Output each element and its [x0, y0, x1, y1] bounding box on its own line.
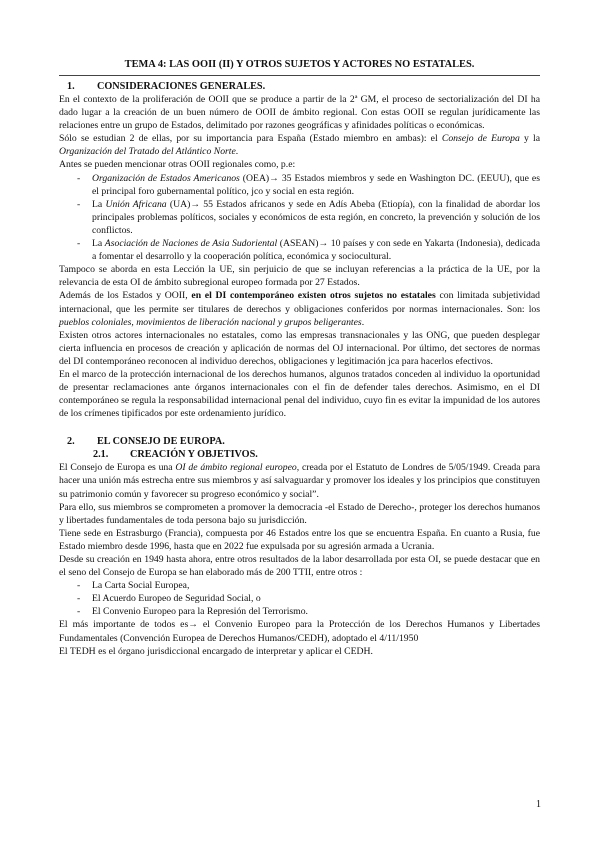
- s1-paragraph-6: Existen otros actores internacionales no estatales, como las empresas transnacionales y las ONG, que pueden desplegar cierta influencia en procesos de creación y aplicación de normas del OJ internacional. Por último, det sectores de normas del DI contemporáneo reconocen al individuo derechos, obligaciones y legitimación jca para hacerlos efectivos.: [59, 329, 540, 367]
- s1-paragraph-5: Además de los Estados y OOII, en el DI contemporáneo existen otros sujetos no estatales con limitada subjetividad internacional, que les permite ser titulares de derechos y obligaciones conferidos por normas internacionales. Son: los pueblos coloniales, movimientos de liberación nacional y grupos beligerantes.: [59, 290, 540, 328]
- list-item: - El Convenio Europeo para la Represión del Terrorismo.: [77, 606, 308, 618]
- s1-paragraph-2: Sólo se estudian 2 de ellas, por su importancia para España (Estado miembro en ambas): el Consejo de Europa y la Organización del Tratado del Atlántico Norte.: [59, 133, 540, 158]
- s2-paragraph-1: El Consejo de Europa es una OI de ámbito regional europeo, creada por el Estatuto de Londres de 5/05/1949. Creada para hacer una unión más estrecha entre sus miembros y así salvaguardar y promover los ideales y los principios que constituyen su patrimonio común y favorecer su progreso económico y social”.: [59, 462, 540, 500]
- s2-paragraph-3: Tiene sede en Estrasburgo (Francia), compuesta por 46 Estados entre los que se encuentra España. En cuanto a Rusia, fue Estado miembro desde 1996, hasta que en 2022 fue expulsada por su agresión armada a Ucrania.: [59, 527, 540, 552]
- consejo-europa-term: Consejo de Europa: [441, 133, 520, 145]
- key-statement: en el DI contemporáneo existen otros sujetos no estatales: [191, 290, 436, 302]
- section-2-number: 2.: [67, 436, 75, 448]
- subsection-2-1-heading: [59, 448, 540, 461]
- document-page: [59, 58, 540, 658]
- s2-paragraph-6: El TEDH es el órgano jurisdiccional encargado de interpretar y aplicar el CEDH.: [59, 645, 373, 657]
- section-2-title: EL CONSEJO DE EUROPA.: [97, 436, 225, 448]
- document-title: TEMA 4: LAS OOII (II) Y OTROS SUJETOS Y ACTORES NO ESTATALES.: [124, 59, 475, 70]
- section-1-heading: [59, 80, 540, 93]
- list-item: - La Unión Africana (UA)→ 55 Estados africanos y sede en Adís Abeba (Etiopía), con la finalidad de abordar los principales problemas políticos, sociales y económicos de esta región, en concreto, la prevención y solución de los conflictos.: [77, 198, 540, 236]
- s1-paragraph-3: Antes se pueden mencionar otras OOII regionales como, p.e:: [59, 159, 296, 171]
- list-item: - El Acuerdo Europeo de Seguridad Social, o: [77, 593, 261, 605]
- s2-paragraph-5: El más importante de todos es→ el Convenio Europeo para la Protección de los Derechos Humanos y Libertades Fundamentales (Convención Europea de Derechos Humanos/CEDH), adoptado el 4/11/1950: [59, 619, 540, 644]
- otan-term: Organización del Tratado del Atlántico Norte: [59, 146, 236, 158]
- subsection-2-1-number: 2.1.: [93, 449, 109, 461]
- oi-europeo-term: OI de ámbito regional europeo,: [175, 462, 300, 474]
- list-item: - La Carta Social Europea,: [77, 580, 190, 592]
- section-1-number: 1.: [67, 81, 75, 92]
- s1-paragraph-1: En el contexto de la proliferación de OOII que se produce a partir de la 2ª GM, el proceso de sectorialización del DI ha dado lugar a la creación de un buen número de OOII de ámbito regional. Con estas OOII se regulan jurídicamente las relaciones entre un grupo de Estados, delimitado por razones geográficas y afinidades políticas o económicas.: [59, 94, 540, 132]
- title-rule: [59, 75, 540, 76]
- section-1-title: CONSIDERACIONES GENERALES.: [97, 81, 266, 92]
- s2-paragraph-2: Para ello, sus miembros se comprometen a promover la democracia -el Estado de Derecho-, proteger los derechos humanos y libertades fundamentales de toda persona bajo su jurisdicción.: [59, 501, 540, 526]
- s1-paragraph-4: Tampoco se aborda en esta Lección la UE, sin perjuicio de que se incluyan referencias a la práctica de la UE, por la relevancia de esta OI de ámbito subregional europeo formada por 27 Estados.: [59, 264, 540, 289]
- regional-orgs-list: [59, 172, 540, 264]
- subsection-2-1-title: CREACIÓN Y OBJETIVOS.: [130, 449, 258, 461]
- subjects-list-term: pueblos coloniales, movimientos de liberación nacional y grupos beligerantes: [59, 316, 362, 328]
- s1-paragraph-7: En el marco de la protección internacional de los derechos humanos, algunos tratados conceden al individuo la oportunidad de presentar reclamaciones ante órganos internacionales con el fin de defender tales derechos. Asimismo, en el DI contemporáneo se regula la responsabilidad internacional penal del individuo, cuyo fin es evitar la impunidad de los autores de los crímenes tipificados por este ordenamiento jurídico.: [59, 368, 540, 420]
- list-item: - La Asociación de Naciones de Asia Sudoriental (ASEAN)→ 10 países y con sede en Yakarta (Indonesia), dedicada a fomentar el desarrollo y la cooperación política, económica y sociocultural.: [77, 238, 541, 263]
- page-number: 1: [536, 799, 541, 810]
- list-item: - Organización de Estados Americanos (OEA)→ 35 Estados miembros y sede en Washington DC. (EEUU), que es el principal foro gubernamental político, jco y social en esta región.: [77, 172, 540, 197]
- treaties-list: [59, 579, 540, 618]
- section-2-heading: [59, 435, 540, 448]
- s2-paragraph-4: Desde su creación en 1949 hasta ahora, entre otros resultados de la labor desarrollada por esta OI, se puede destacar que en el seno del Consejo de Europa se han elaborado más de 200 TTII, entre otros :: [59, 554, 540, 579]
